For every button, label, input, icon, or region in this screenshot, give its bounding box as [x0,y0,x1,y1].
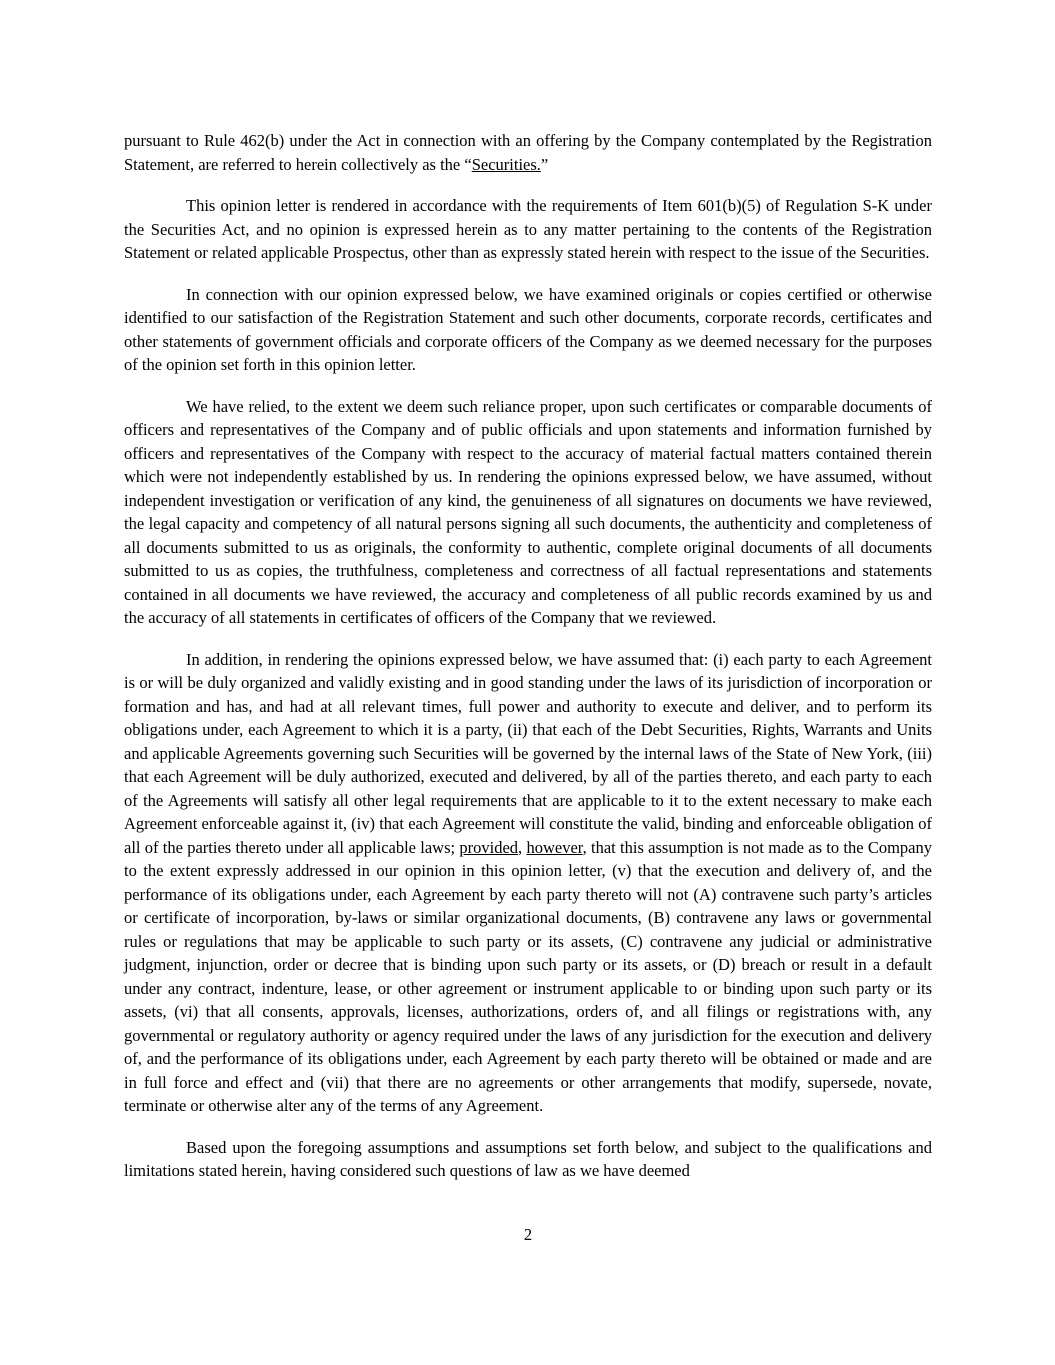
text-run: Based upon the foregoing assumptions and assumptions set forth below, and subject to the qualifications and limitations stated herein, having considered such questions of law as we have deemed [124,1137,932,1180]
text-run: , that this assumption is not made as to the Company to the extent expressly addressed in our opinion in this opinion letter, (v) that the execution and delivery of, and the performance of its obligations under, each Agreement by each party thereto will not (A) contravene such party’s articles or certificate of incorporation, by-laws or similar organizational documents, (B) contravene any laws or governmental rules or regulations that may be applicable to such party or its assets, (C) contravene any judicial or administrative judgment, injunction, order or decree that is binding upon such party or its assets, or (D) breach or result in a default under any contract, indenture, lease, or other agreement or instrument applicable to or binding upon such party or its assets, (vi) that all consents, approvals, licenses, authorizations, orders of, and all filings or registrations with, any governmental or regulatory authority or agency required under the laws of any jurisdiction for the execution and delivery of, and the performance of its obligations under, each Agreement by each party thereto will be obtained or made and are in full force and effect and (vii) that there are no agreements or other arrangements that modify, supersede, novate, terminate or otherwise alter any of the terms of any Agreement. [124,837,932,1115]
text-run: pursuant to Rule 462(b) under the Act in connection with an offering by the Company contemplated by the Registration Statement, are referred to herein collectively as the “ [124,131,932,174]
document-body [124,129,932,1183]
underlined-text-run: provided [459,837,519,857]
paragraph [124,129,932,176]
text-run: ” [540,154,549,174]
paragraph [124,648,932,1118]
paragraph [124,1136,932,1183]
text-run: We have relied, to the extent we deem such reliance proper, upon such certificates or comparable documents of officers and representatives of the Company and of public officials and upon statements and information furnished by officers and representatives of the Company with respect to the accuracy of material factual matters contained therein which were not independently established by us. In rendering the opinions expressed below, we have assumed, without independent investigation or verification of any kind, the genuineness of all signatures on documents we have reviewed, the legal capacity and competency of all natural persons signing all such documents, the authenticity and completeness of all documents submitted to us as originals, the conformity to authentic, complete original documents of all documents submitted to us as copies, the truthfulness, completeness and correctness of all factual representations and statements contained in all documents we have reviewed, the accuracy and completeness of all public records examined by us and the accuracy of all statements in certificates of officers of the Company that we reviewed. [124,396,932,627]
paragraph [124,283,932,377]
text-run: In addition, in rendering the opinions expressed below, we have assumed that: (i) each party to each Agreement is or will be duly organized and validly existing and in good standing under the laws of its jurisdiction of incorporation or formation and has, and had at all relevant times, full power and authority to execute and deliver, and to perform its obligations under, each Agreement to which it is a party, (ii) that each of the Debt Securities, Rights, Warrants and Units and applicable Agreements governing such Securities will be governed by the internal laws of the State of New York, (iii) that each Agreement will be duly authorized, executed and delivered, by all of the parties thereto, and each party to each of the Agreements will satisfy all other legal requirements that are applicable to it to the extent necessary to make each Agreement enforceable against it, (iv) that each Agreement will constitute the valid, binding and enforceable obligation of all of the parties thereto under all applicable laws; [124,649,932,857]
text-run: This opinion letter is rendered in accordance with the requirements of Item 601(b)(5) of Regulation S-K under the Securities Act, and no opinion is expressed herein as to any matter pertaining to the contents of the Registration Statement or related applicable Prospectus, other than as expressly stated herein with respect to the issue of the Securities. [124,196,932,262]
paragraph [124,395,932,630]
text-run: In connection with our opinion expressed below, we have examined originals or copies certified or otherwise identified to our satisfaction of the Registration Statement and such other documents, corporate records, certificates and other statements of government officials and corporate officers of the Company as we deemed necessary for the purposes of the opinion set forth in this opinion letter. [124,284,932,374]
underlined-text-run: however [526,837,583,857]
text-run: , [518,837,527,857]
paragraph [124,194,932,265]
page-number: 2 [523,1224,533,1244]
underlined-text-run: Securities. [471,154,541,174]
